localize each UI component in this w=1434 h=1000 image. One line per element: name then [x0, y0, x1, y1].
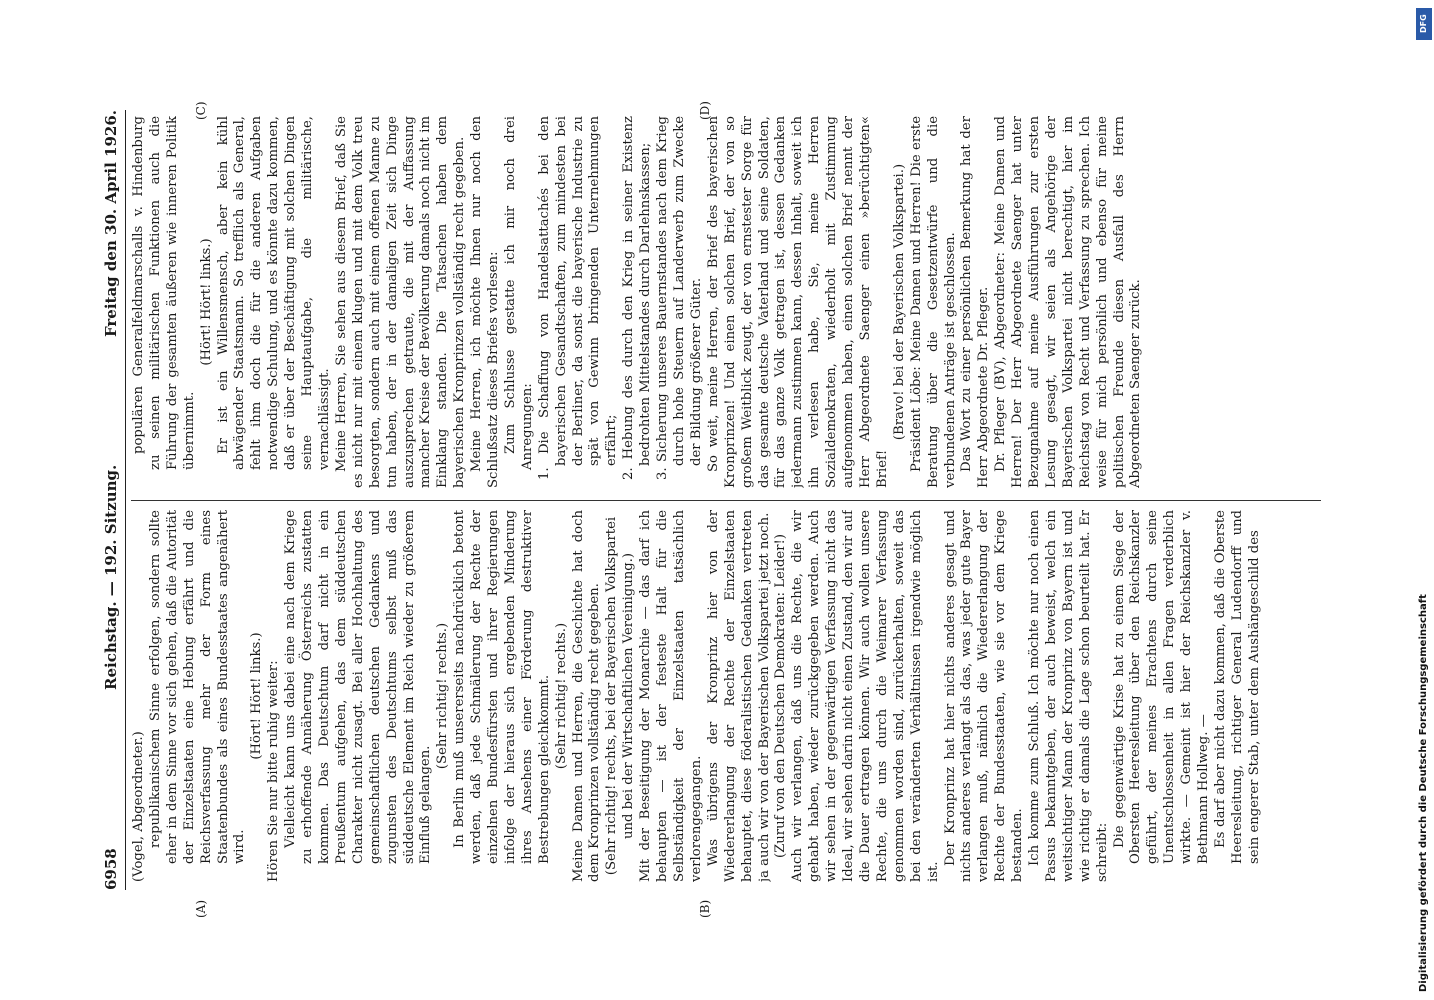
paragraph: 2. Hebung des durch den Krieg in seiner Existenz bedrohten Mittelstandes durch Darlehnskassen; — [621, 116, 654, 480]
page-number: 6958 — [102, 848, 120, 890]
right-column — [131, 116, 1321, 488]
paragraph: Dr. Pfleger (BV), Abgeordneter: Meine Damen und Herren! Der Herr Abgeordnete Saenger hat unter Bezugnahme auf meine Ausführungen zur ersten Lesung gesagt, wir seien als Angehörige der Bayerischen Volkspartei nicht berechtigt, hier im Reichstag von Recht und Verfassung zu sprechen. Ich weise für mich persönlich und ebenso für meine politischen Freunde diesen Ausfall des Herrn Abgeordneten Saenger zurück. — [993, 116, 1144, 488]
margin-mark-c: (C) — [194, 101, 208, 120]
paragraph: (Bravo! bei der Bayerischen Volkspartei.) — [891, 163, 907, 441]
scanned-page — [97, 101, 1337, 918]
paragraph: Der Kronprinz hat hier nichts anderes gesagt und nichts anderes verlangt als das, was jeder gute Bayer verlangen muß, nämlich die Wiedererlangung der Rechte der Bundesstaaten, wie sie vor dem Kriege bestanden. — [942, 510, 1026, 882]
paragraph: republikanischem Sinne erfolgen, sondern sollte eher in dem Sinne vor sich gehen, daß die Autorität der Einzelstaaten eine Hebung erfährt und die Reichsverfassung mehr der Form eines Staatenbundes als eines Bundesstaates angenähert wird. — [147, 510, 248, 864]
paragraph: In Berlin muß unsererseits nachdrücklich betont werden, daß jede Schmälerung der Rechte der einzelnen Bundesfürsten und ihrer Regierungen infolge der hieraus sich ergebenden Minderung ihres Ansehens einer Förderung destruktiver Bestrebungen gleichkommt. — [452, 510, 552, 864]
margin-mark-b: (B) — [698, 899, 712, 918]
session-title: Reichstag. — 192. Sitzung. — [102, 464, 120, 690]
left-column — [131, 510, 1321, 882]
paragraph: Meine Herren, Sie sehen aus diesem Brief, daß Sie es nicht nur mit einem klugen und mit dem Volk treu besorgten, sondern auch mit einem offenen Manne zu tun haben, der in der damaligen Zeit sich Dinge auszusprechen getraute, die mit der Auffassung mancher Kreise der Bevölkerung damals noch nicht im Einklang standen. Die Tatsachen haben dem bayerischen Kronprinzen vollständig recht gegeben. — [333, 116, 468, 488]
paragraph: Er ist ein Willensmensch, aber kein kühl abwägender Staatsmann. So trefflich als General, fehlt ihm doch die für die anderen Aufgaben notwendige Schulung, und es könnte dazu kommen, daß er über der Beschäftigung mit solchen Dingen seine Hauptaufgabe, die militärische, vernachlässigt. — [215, 116, 332, 470]
paragraph: 3. Sicherung unseres Bauernstandes nach dem Krieg durch hohe Steuern auf Landerwerb zum Zwecke der Bildung größerer Güter. — [655, 116, 704, 480]
dfg-logo: DFG — [1416, 8, 1432, 40]
header-rule — [125, 110, 126, 890]
margin-mark-d: (D) — [698, 101, 712, 120]
paragraph: (Vogel, Abgeordneter.) — [131, 731, 146, 882]
paragraph: Zum Schlusse gestatte ich mir noch drei Anregungen: — [502, 116, 535, 470]
paragraph: Ich komme zum Schluß. Ich möchte nur noch einen Passus bekanntgeben, der auch beweist, welch ein weitsichtiger Mann der Kronprinz von Bayern ist und wie richtig er damals die Lage schon beurteilt hat. Er schreibt: — [1027, 510, 1110, 882]
paragraph: Es darf aber nicht dazu kommen, daß die Oberste Heeresleitung, richtiger General Ludendorff und sein engerer Stab, unter dem Aushängeschild des — [1213, 510, 1262, 864]
paragraph: Vielleicht kann uns dabei eine nach dem Kriege zu erhoffende Annäherung Österreichs zustatten kommen. Das Deutschtum darf nicht in ein Preußentum aufgehen, das dem süddeutschen Charakter nicht zusagt. Bei aller Hochhaltung des gemeinschaftlichen deutschen Gedankens und zugunsten des Deutschtums selbst muß das süddeutsche Element im Reich wieder zu größerem Einfluß gelangen. — [283, 510, 434, 864]
page-header — [97, 110, 127, 890]
paragraph: So weit, meine Herren, der Brief des bayerischen Kronprinzen! Und einen solchen Brief, der von so großem Weitblick zeugt, der von ernstester Sorge für das gesamte deutsche Vaterland und seine Soldaten, für das ganze Volk getragen ist, dessen Gedanken jedermann zustimmen kann, dessen Inhalt, soweit ich ihn verlesen habe, Sie, meine Herren Sozialdemokraten, wiederholt mit Zustimmung aufgenommen haben, einen solchen Brief nennt der Herr Abgeordnete Saenger einen »berüchtigten« Brief! — [705, 116, 890, 488]
paragraph: 1. Die Schaffung von Handelsattachés bei den bayerischen Gesandtschaften, zum mindesten bei der Berliner, da sonst die bayerische Industrie zu spät von Gewinn bringenden Unternehmungen erfährt; — [536, 116, 620, 480]
paragraph: (Sehr richtig! rechts.) — [435, 622, 451, 770]
paragraph: Präsident Löbe: Meine Damen und Herren! Die erste Beratung über die Gesetzentwürfe und die verbundenen Anträge ist geschlossen. — [908, 116, 958, 488]
paragraph: (Sehr richtig! rechts.) — [553, 622, 569, 770]
paragraph: Mit der Beseitigung der Monarchie — das darf ich behaupten — ist der festeste Halt für die Selbständigkeit der Einzelstaaten tatsächlich verlorengegangen. — [638, 510, 704, 882]
paragraph: Hören Sie nur bitte ruhig weiter: — [266, 660, 282, 882]
session-date: Freitag den 30. April 1926. — [102, 110, 120, 337]
paragraph: (Sehr richtig! rechts, bei der Bayerischen Volkspartei und bei der Wirtschaftlichen Vereinigung.) — [604, 516, 637, 876]
margin-mark-a: (A) — [194, 899, 208, 918]
paragraph: (Zuruf von den Deutschen Demokraten: Leider!) — [773, 534, 789, 858]
paragraph: (Hört! Hört! links.) — [198, 238, 214, 366]
paragraph: populären Generalfeldmarschalls v. Hindenburg zu seinen militärischen Funktionen auch die Führung der gesamten äußeren wie inneren Politik übernimmt. — [131, 116, 197, 470]
paragraph: (Hört! Hört! links.) — [249, 632, 265, 760]
paragraph: Meine Damen und Herren, die Geschichte hat doch dem Kronprinzen vollständig recht gegeben. — [570, 510, 603, 882]
paragraph: Meine Herren, ich möchte Ihnen nur noch den Schlußsatz dieses Briefes vorlesen: — [469, 116, 502, 488]
column-divider — [131, 500, 1321, 501]
paragraph: Was übrigens der Kronprinz hier von der Wiedererlangung der Rechte der Einzelstaaten behauptet, diese föderalistischen Gedanken vertreten ja auch wir von der Bayerischen Volkspartei jetzt noch. — [705, 510, 772, 882]
paragraph: Auch wir verlangen, daß uns die Rechte, die wir gehabt haben, wieder zurückgegeben werden. Auch wir sehen in der gegenwärtigen Verfassung nicht das Ideal, wir sehen darin nicht einen Zustand, den wir auf die Dauer ertragen können. Wir auch wollen unsere Rechte, die uns durch die Weimarer Verfassung genommen worden sind, zurückerhalten, soweit das bei den veränderten Verhältnissen irgendwie möglich ist. — [790, 510, 941, 882]
digitization-note: Digitalisierung gefördert durch die Deutsche Forschungsgemeinschaft — [1418, 594, 1429, 992]
paragraph: Das Wort zu einer persönlichen Bemerkung hat der Herr Abgeordnete Dr. Pfleger. — [959, 116, 992, 488]
paragraph: Die gegenwärtige Krise hat zu einem Siege der Obersten Heeresleitung über den Reichskanzler geführt, der meines Erachtens durch seine Unentschlossenheit in allen Fragen verderblich wirkte. — Gemeint ist hier der Reichskanzler v. Bethmann Hollweg. — — [1111, 510, 1212, 864]
